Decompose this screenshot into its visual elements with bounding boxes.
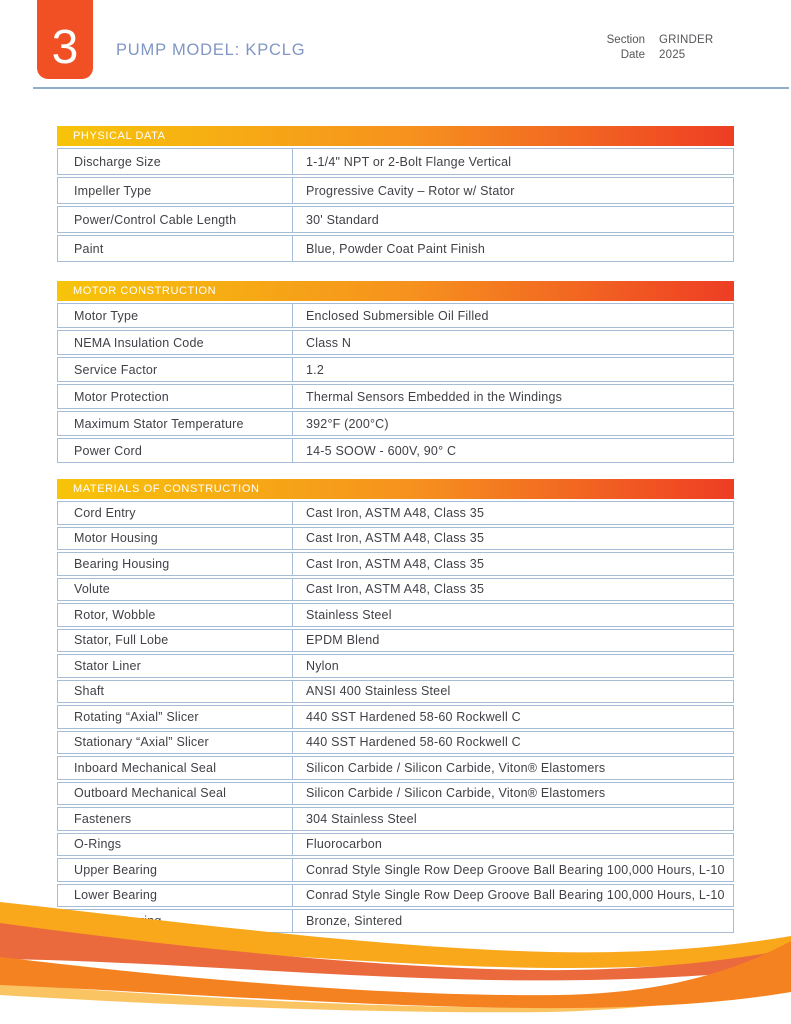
table-row [57, 603, 734, 627]
table-row [57, 654, 734, 678]
spec-label: Service Factor [58, 358, 293, 381]
table-row [57, 148, 734, 175]
spec-label: Cord Entry [58, 502, 293, 524]
spec-value: 1.2 [306, 362, 324, 377]
table-row [57, 680, 734, 704]
spec-value: Nylon [306, 658, 339, 673]
spec-value: Enclosed Submersible Oil Filled [306, 308, 489, 323]
section-value: GRINDER [659, 34, 714, 46]
spec-label: Stationary “Axial” Slicer [58, 732, 293, 754]
spec-label: Paint [58, 236, 293, 261]
spec-table-physical-data [57, 126, 734, 262]
section-number: 3 [51, 21, 79, 74]
spec-value: Cast Iron, ASTM A48, Class 35 [306, 582, 485, 597]
table-row [57, 833, 734, 857]
section-number-badge [37, 0, 93, 79]
table-row [57, 807, 734, 831]
spec-value: 304 Stainless Steel [306, 811, 417, 826]
spec-value: Class N [306, 335, 352, 350]
spec-value: Progressive Cavity – Rotor w/ Stator [306, 183, 515, 198]
table-row [57, 357, 734, 382]
spec-label: Power/Control Cable Length [58, 207, 293, 232]
spec-value: Stainless Steel [306, 607, 392, 622]
table-row [57, 438, 734, 463]
table-row [57, 552, 734, 576]
spec-label: Fasteners [58, 808, 293, 830]
spec-label: Lower Bearing [58, 885, 293, 907]
spec-label: Stator Liner [58, 655, 293, 677]
spec-table-materials-of-construction [57, 479, 734, 933]
spec-value: Conrad Style Single Row Deep Groove Ball Bearing 100,000 Hours, L-10 [306, 862, 725, 877]
spec-value: Cast Iron, ASTM A48, Class 35 [306, 531, 485, 546]
table-row [57, 501, 734, 525]
spec-value: Thermal Sensors Embedded in the Windings [306, 389, 563, 404]
table-row [57, 731, 734, 755]
spec-label: Upper Bearing [58, 859, 293, 881]
spec-label: Shaft [58, 681, 293, 703]
spec-label: Bearing Housing [58, 553, 293, 575]
spec-value: Conrad Style Single Row Deep Groove Ball Bearing 100,000 Hours, L-10 [306, 888, 725, 903]
spec-label: Rotating “Axial” Slicer [58, 706, 293, 728]
table-row [57, 206, 734, 233]
spec-value: Cast Iron, ASTM A48, Class 35 [306, 556, 485, 571]
section-label: Section [606, 34, 645, 46]
spec-value: 440 SST Hardened 58-60 Rockwell C [306, 709, 521, 724]
section-date-meta [560, 33, 730, 63]
table-row [57, 235, 734, 262]
spec-label: Motor Type [58, 304, 293, 327]
spec-value: Silicon Carbide / Silicon Carbide, Viton® Elastomers [306, 786, 606, 801]
spec-value: 392°F (200°C) [306, 416, 389, 431]
spec-label: Motor Housing [58, 528, 293, 550]
spec-label: Volute [58, 579, 293, 601]
page-title: PUMP MODEL: KPCLG [116, 41, 306, 59]
spec-label: NEMA Insulation Code [58, 331, 293, 354]
spec-value: EPDM Blend [306, 633, 380, 648]
spec-value: Silicon Carbide / Silicon Carbide, Viton® Elastomers [306, 760, 606, 775]
spec-label: Impeller Type [58, 178, 293, 203]
spec-value: 30' Standard [306, 212, 379, 227]
spec-value: Blue, Powder Coat Paint Finish [306, 241, 486, 256]
table-row [57, 303, 734, 328]
spec-value: Fluorocarbon [306, 837, 383, 852]
spec-value: 14-5 SOOW - 600V, 90° C [306, 443, 457, 458]
spec-label: Power Cord [58, 439, 293, 462]
table-header: MOTOR CONSTRUCTION [57, 281, 734, 301]
table-row [57, 578, 734, 602]
table-row [57, 705, 734, 729]
date-label: Date [620, 49, 645, 61]
header-divider [33, 87, 789, 89]
table-row [57, 330, 734, 355]
table-row [57, 756, 734, 780]
spec-value: 440 SST Hardened 58-60 Rockwell C [306, 735, 521, 750]
table-row [57, 384, 734, 409]
date-value: 2025 [659, 49, 686, 61]
spec-label: Stator, Full Lobe [58, 630, 293, 652]
spec-label: Outboard Mechanical Seal [58, 783, 293, 805]
spec-label: Motor Protection [58, 385, 293, 408]
table-row [57, 177, 734, 204]
bottom-wave-decoration [0, 894, 791, 1024]
table-row [57, 782, 734, 806]
spec-value: 1-1/4" NPT or 2-Bolt Flange Vertical [306, 154, 512, 169]
table-row [57, 527, 734, 551]
table-row [57, 411, 734, 436]
table-header: PHYSICAL DATA [57, 126, 734, 146]
spec-value: ANSI 400 Stainless Steel [306, 684, 451, 699]
spec-label: O-Rings [58, 834, 293, 856]
spec-value: Cast Iron, ASTM A48, Class 35 [306, 505, 485, 520]
table-row [57, 858, 734, 882]
spec-label: Rotor, Wobble [58, 604, 293, 626]
table-row [57, 629, 734, 653]
spec-table-motor-construction [57, 281, 734, 463]
spec-value: Bronze, Sintered [306, 913, 403, 928]
spec-label: Maximum Stator Temperature [58, 412, 293, 435]
spec-label: Inboard Mechanical Seal [58, 757, 293, 779]
table-header: MATERIALS OF CONSTRUCTION [57, 479, 734, 499]
spec-label: Discharge Size [58, 149, 293, 174]
